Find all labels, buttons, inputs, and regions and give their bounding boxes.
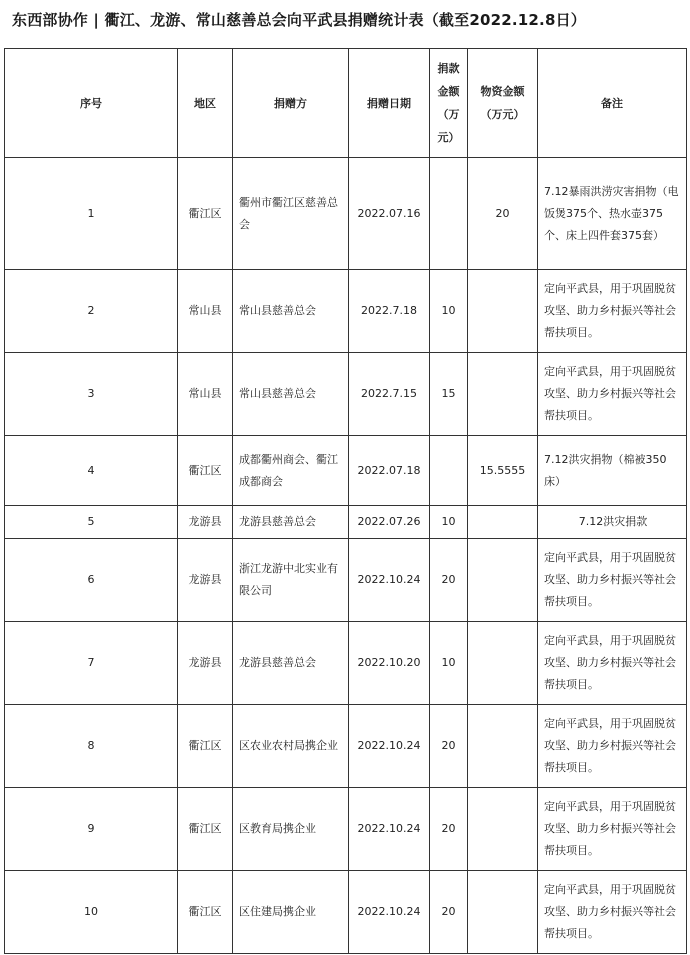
cell-region: 龙游县 <box>178 506 233 539</box>
cell-cash: 20 <box>430 788 468 871</box>
table-row <box>5 622 687 705</box>
cell-date: 2022.7.18 <box>349 270 430 353</box>
cell-donor: 龙游县慈善总会 <box>233 506 349 539</box>
header-cash: 捐款金额（万元） <box>430 49 468 158</box>
cell-note: 定向平武县，用于巩固脱贫攻坚、助力乡村振兴等社会帮扶项目。 <box>538 871 687 954</box>
cell-donor: 常山县慈善总会 <box>233 270 349 353</box>
cell-cash: 20 <box>430 705 468 788</box>
cell-note: 定向平武县，用于巩固脱贫攻坚、助力乡村振兴等社会帮扶项目。 <box>538 539 687 622</box>
cell-note: 定向平武县，用于巩固脱贫攻坚、助力乡村振兴等社会帮扶项目。 <box>538 788 687 871</box>
cell-note: 7.12暴雨洪涝灾害捐物（电饭煲375个、热水壶375个、床上四件套375套） <box>538 158 687 270</box>
cell-date: 2022.10.24 <box>349 705 430 788</box>
cell-region: 衢江区 <box>178 705 233 788</box>
cell-cash: 15 <box>430 353 468 436</box>
header-index: 序号 <box>5 49 178 158</box>
cell-region: 衢江区 <box>178 436 233 506</box>
donation-table <box>4 48 687 954</box>
cell-material <box>468 539 538 622</box>
table-header-row <box>5 49 687 158</box>
cell-material <box>468 353 538 436</box>
cell-material <box>468 788 538 871</box>
cell-cash: 20 <box>430 871 468 954</box>
cell-material: 15.5555 <box>468 436 538 506</box>
cell-note: 定向平武县，用于巩固脱贫攻坚、助力乡村振兴等社会帮扶项目。 <box>538 270 687 353</box>
cell-cash <box>430 436 468 506</box>
table-row <box>5 270 687 353</box>
cell-region: 龙游县 <box>178 539 233 622</box>
cell-note: 定向平武县，用于巩固脱贫攻坚、助力乡村振兴等社会帮扶项目。 <box>538 705 687 788</box>
cell-index: 4 <box>5 436 178 506</box>
cell-material <box>468 871 538 954</box>
header-donor: 捐赠方 <box>233 49 349 158</box>
table-row <box>5 871 687 954</box>
cell-material <box>468 506 538 539</box>
cell-note: 定向平武县，用于巩固脱贫攻坚、助力乡村振兴等社会帮扶项目。 <box>538 353 687 436</box>
cell-date: 2022.10.24 <box>349 539 430 622</box>
cell-region: 衢江区 <box>178 871 233 954</box>
cell-index: 3 <box>5 353 178 436</box>
table-row <box>5 705 687 788</box>
cell-cash: 10 <box>430 622 468 705</box>
cell-date: 2022.07.16 <box>349 158 430 270</box>
cell-region: 衢江区 <box>178 158 233 270</box>
cell-donor: 衢州市衢江区慈善总会 <box>233 158 349 270</box>
cell-index: 1 <box>5 158 178 270</box>
table-row <box>5 788 687 871</box>
cell-date: 2022.07.18 <box>349 436 430 506</box>
cell-region: 衢江区 <box>178 788 233 871</box>
cell-cash <box>430 158 468 270</box>
cell-index: 7 <box>5 622 178 705</box>
cell-donor: 龙游县慈善总会 <box>233 622 349 705</box>
cell-material <box>468 705 538 788</box>
header-date: 捐赠日期 <box>349 49 430 158</box>
cell-date: 2022.7.15 <box>349 353 430 436</box>
cell-donor: 区农业农村局携企业 <box>233 705 349 788</box>
cell-cash: 10 <box>430 270 468 353</box>
cell-date: 2022.10.24 <box>349 788 430 871</box>
cell-index: 8 <box>5 705 178 788</box>
page-title: 东西部协作 | 衢江、龙游、常山慈善总会向平武县捐赠统计表（截至2022.12.8日） <box>12 11 586 29</box>
cell-donor: 常山县慈善总会 <box>233 353 349 436</box>
table-row <box>5 539 687 622</box>
cell-index: 9 <box>5 788 178 871</box>
cell-index: 2 <box>5 270 178 353</box>
cell-donor: 浙江龙游中北实业有限公司 <box>233 539 349 622</box>
cell-index: 5 <box>5 506 178 539</box>
cell-material: 20 <box>468 158 538 270</box>
cell-date: 2022.07.26 <box>349 506 430 539</box>
cell-date: 2022.10.20 <box>349 622 430 705</box>
cell-region: 常山县 <box>178 353 233 436</box>
cell-donor: 区教育局携企业 <box>233 788 349 871</box>
cell-region: 龙游县 <box>178 622 233 705</box>
cell-index: 6 <box>5 539 178 622</box>
cell-region: 常山县 <box>178 270 233 353</box>
cell-date: 2022.10.24 <box>349 871 430 954</box>
table-row <box>5 506 687 539</box>
table-row <box>5 158 687 270</box>
header-material: 物资金额（万元） <box>468 49 538 158</box>
cell-index: 10 <box>5 871 178 954</box>
cell-note: 7.12洪灾捐款 <box>538 506 687 539</box>
cell-donor: 成都衢州商会、衢江成都商会 <box>233 436 349 506</box>
cell-note: 定向平武县，用于巩固脱贫攻坚、助力乡村振兴等社会帮扶项目。 <box>538 622 687 705</box>
cell-note: 7.12洪灾捐物（棉被350床） <box>538 436 687 506</box>
cell-cash: 10 <box>430 506 468 539</box>
cell-material <box>468 622 538 705</box>
cell-material <box>468 270 538 353</box>
header-note: 备注 <box>538 49 687 158</box>
cell-donor: 区住建局携企业 <box>233 871 349 954</box>
table-row <box>5 353 687 436</box>
header-region: 地区 <box>178 49 233 158</box>
cell-cash: 20 <box>430 539 468 622</box>
table-row <box>5 436 687 506</box>
